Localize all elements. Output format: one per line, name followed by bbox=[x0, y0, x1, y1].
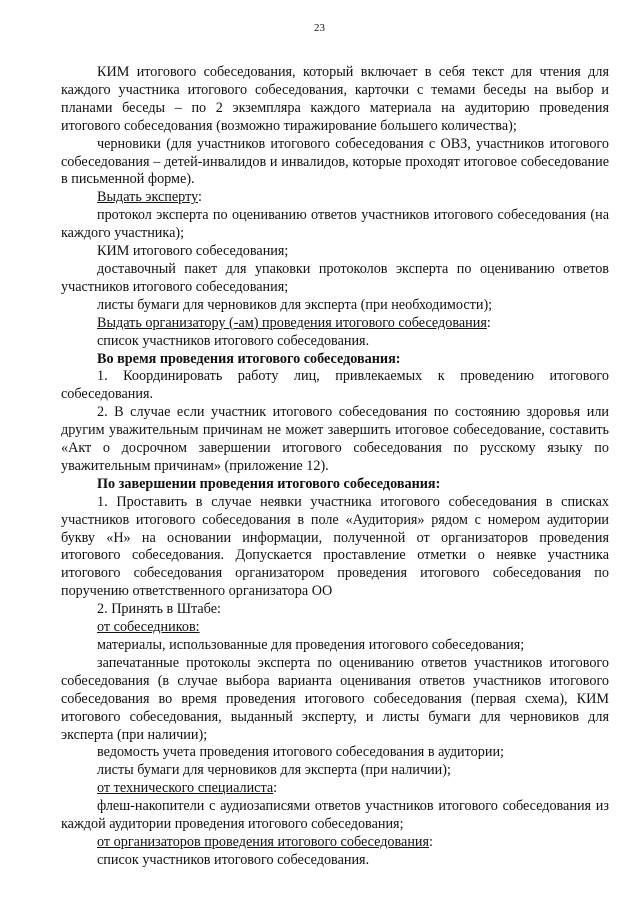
paragraph-used-materials: материалы, использованные для проведения итогового собеседования; bbox=[97, 637, 525, 653]
heading-issue-to-organizer-text: Выдать организатору (-ам) проведения итогового собеседования bbox=[97, 314, 487, 331]
heading-colon: : bbox=[486, 314, 491, 331]
paragraph-accept-at-hq: 2. Принять в Штабе: bbox=[97, 601, 221, 618]
page-number: 23 bbox=[314, 22, 325, 34]
heading-colon: : bbox=[273, 780, 278, 797]
heading-from-tech-specialist-text: от технического специалиста bbox=[97, 780, 274, 797]
heading-colon: : bbox=[429, 833, 433, 850]
paragraph-participant-list-final: список участников итогового собеседования. bbox=[97, 851, 370, 868]
paragraph-flash-drives: флеш-накопители с аудиозаписями ответов участников итогового собеседования из каждой аудитории проведения итогового собеседования; bbox=[61, 798, 609, 833]
paragraph-early-termination: 2. В случае если участник итогового собеседования по состоянию здоровья или другим уважительным причинам не может завершить итоговое собеседование, составить «Акт о досрочном завершении итогового собеседования по русскому языку по уважительным причинам» (приложение 12). bbox=[61, 404, 609, 474]
paragraph-sealed-protocols: запечатанные протоколы эксперта по оцениванию ответов участников итогового собеседования (в случае выбора варианта оценивания ответов участников итогового собеседования во время проведения итогового собеседования (первая схема), КИМ итогового собеседования, выданный эксперту, и листы бумаги для черновиков для эксперта (при наличии); bbox=[61, 654, 609, 743]
paragraph-expert-protocol: протокол эксперта по оцениванию ответов участников итогового собеседования (на каждого участника); bbox=[61, 207, 609, 242]
paragraph-kim-materials: КИМ итогового собеседования, который включает в себя текст для чтения для каждого участника итогового собеседования, карточки с темами беседы на выбор и планами беседы – по 2 экземпляра каждого материала на аудиторию проведения итогового собеседования (возможно тиражирование большего количества); bbox=[61, 64, 609, 134]
heading-after-interview: По завершении проведения итогового собеседования: bbox=[97, 475, 441, 492]
paragraph-kim: КИМ итогового собеседования; bbox=[97, 243, 289, 260]
paragraph-draft-sheets-expert: листы бумаги для черновиков для эксперта (при необходимости); bbox=[97, 296, 493, 313]
heading-during-interview: Во время проведения итогового собеседования: bbox=[97, 350, 401, 367]
paragraph-draft-sheets: листы бумаги для черновиков для эксперта (при наличии); bbox=[97, 762, 451, 779]
document-body bbox=[61, 64, 609, 870]
heading-issue-to-expert-text: Выдать эксперту bbox=[97, 189, 199, 206]
heading-from-interlocutors: от собеседников: bbox=[97, 619, 200, 636]
paragraph-absence-mark: 1. Проставить в случае неявки участника итогового собеседования в списках участников итогового собеседования в поле «Аудитория» рядом с номером аудитории букву «Н» на основании информации, полученной от организаторов проведения итогового собеседования. Допускается проставление отметки о неявке участника итогового собеседования организатором проведения итогового собеседования по поручению ответственного организатора ОО bbox=[61, 493, 609, 600]
heading-from-tech-specialist bbox=[61, 780, 609, 798]
heading-from-organizers-text: от организаторов проведения итогового собеседования bbox=[97, 833, 430, 850]
paragraph-delivery-package: доставочный пакет для упаковки протоколов эксперта по оцениванию ответов участников итогового собеседования; bbox=[61, 260, 609, 295]
paragraph-coordinate-work: 1. Координировать работу лиц, привлекаемых к проведению итогового собеседования. bbox=[61, 368, 609, 403]
heading-issue-to-expert bbox=[61, 189, 609, 207]
heading-from-organizers bbox=[61, 834, 609, 852]
paragraph-drafts-ovz: черновики (для участников итогового собеседования с ОВЗ, участников итогового собеседования – детей-инвалидов и инвалидов, которые проходят итоговое собеседование в письменной форме). bbox=[61, 135, 609, 188]
heading-colon: : bbox=[198, 189, 202, 206]
paragraph-audit-sheet: ведомость учета проведения итогового собеседования в аудитории; bbox=[97, 744, 504, 761]
heading-issue-to-organizer bbox=[61, 315, 609, 333]
paragraph-participant-list: список участников итогового собеседования. bbox=[97, 332, 370, 349]
